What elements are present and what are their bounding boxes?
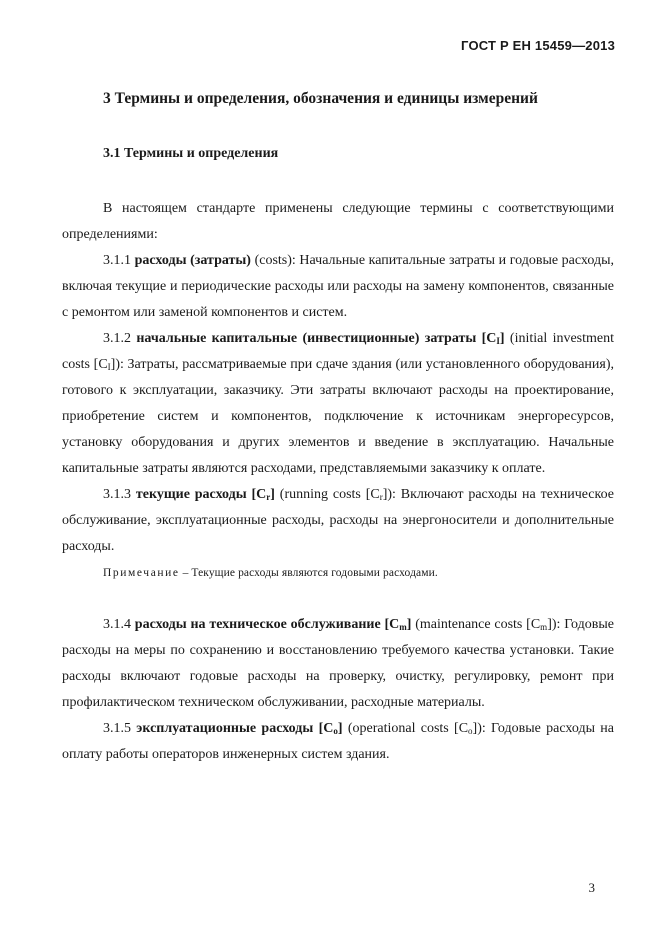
term-name: расходы (затраты) <box>134 253 251 268</box>
note-text: – Текущие расходы являются годовыми расходами. <box>179 567 438 579</box>
subsection-title: 3.1 Термины и определения <box>103 146 279 161</box>
term-name: текущие расходы $[C_r]$ <box>135 487 275 502</box>
term-name: расходы на техническое обслуживание $[C_m]$ <box>134 617 412 632</box>
term-name: начальные капитальные (инвестиционные) затраты $[C_I]$ <box>136 331 505 346</box>
term-definition: : Затраты, рассматриваемые при сдаче здания (или установленного оборудования), готового к эксплуатации, заказчику. Эти затраты включают расходы на проектирование, приобретение систем и компонентов, подключение к источникам энергоресурсов, установку оборудования и других элементов и введение в эксплуатацию. Начальные капитальные затраты являются расходами, представляемыми заказчику к оплате. <box>62 357 615 476</box>
page-number: 3 <box>588 880 595 895</box>
term-number: 3.1.3 <box>103 487 131 502</box>
term-definition: : Начальные капитальные затраты и годовые расходы, включая текущие и периодические расходы или расходы на замену компонентов, связанные с ремонтом или заменой компонентов и систем. <box>62 253 615 320</box>
term-name: эксплуатационные расходы $[C_o]$ <box>136 721 343 736</box>
term-3-1-4 <box>62 612 614 716</box>
term-number: 3.1.2 <box>103 331 131 346</box>
document-code: ГОСТ Р ЕН 15459—2013 <box>461 38 615 53</box>
term-3-1-5 <box>62 716 614 768</box>
intro-paragraph: В настоящем стандарте применены следующие термины с соответствующими определениями: <box>62 201 614 242</box>
term-3-1-1 <box>62 248 614 326</box>
term-english: (operational costs $[C_o]$) <box>342 721 482 736</box>
document-body <box>62 196 614 768</box>
term-english: (initial investment costs $[C_I]$) <box>62 331 614 372</box>
term-english: (costs) <box>250 253 292 268</box>
term-definition: : Годовые расходы на оплату работы операторов инженерных систем здания. <box>62 721 614 762</box>
section-title: 3 Термины и определения, обозначения и единицы измерений <box>103 90 538 107</box>
term-definition: : Годовые расходы на меры по сохранению и восстановлению требуемого качества установки. Такие расходы включают годовые расходы на проверку, очистку, регулировку, ремонт при профилактическом техническом обслуживании, расходные материалы. <box>62 617 615 710</box>
note <box>62 560 614 586</box>
term-english: (maintenance costs $[C_m]$) <box>411 617 557 632</box>
term-number: 3.1.5 <box>103 721 131 736</box>
term-number: 3.1.1 <box>103 253 131 268</box>
term-3-1-2 <box>62 326 614 482</box>
term-english: (running costs $[C_r]$) <box>274 487 393 502</box>
term-number: 3.1.4 <box>103 617 131 632</box>
term-3-1-3 <box>62 482 614 560</box>
note-label: Примечание <box>103 567 180 579</box>
term-definition: : Включают расходы на техническое обслуживание, эксплуатационные расходы, расходы на энергоносители и дополнительные расходы. <box>62 487 614 554</box>
